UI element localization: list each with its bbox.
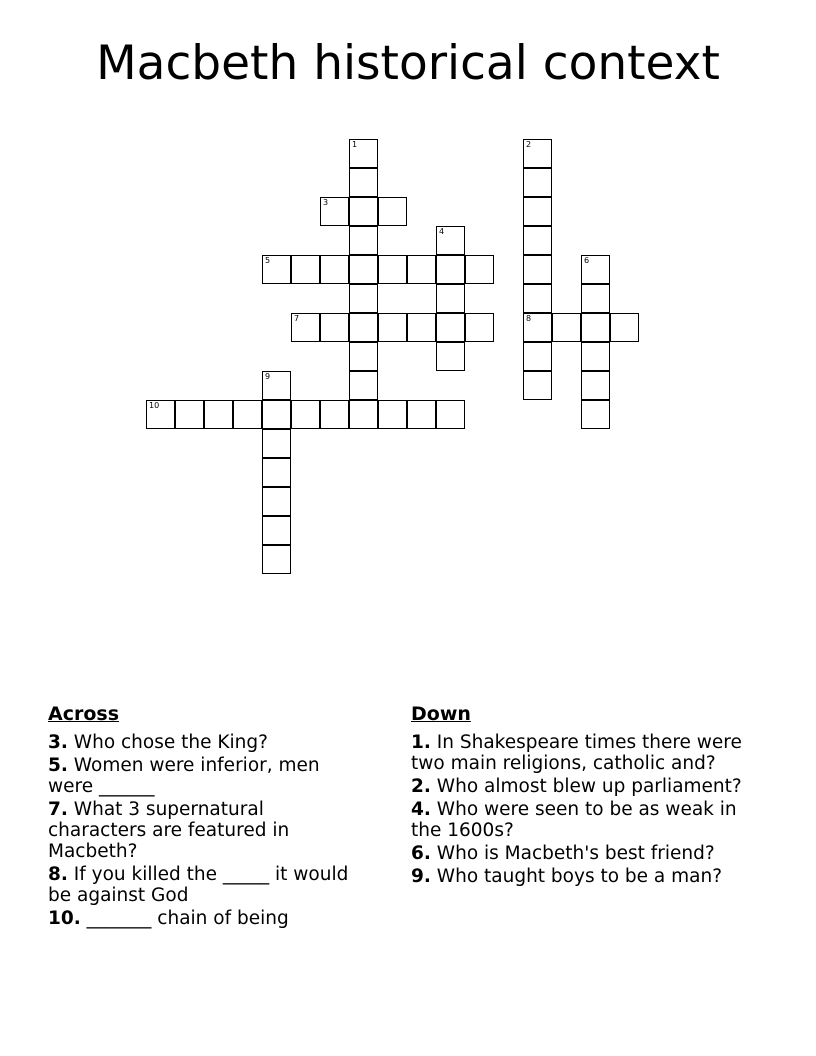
grid-cell[interactable] [436,284,465,313]
grid-cell[interactable] [581,342,610,371]
grid-cell[interactable] [581,313,610,342]
grid-cell[interactable] [262,487,291,516]
grid-cell[interactable] [233,400,262,429]
grid-cell[interactable] [349,313,378,342]
clue-number: 4. [411,799,431,820]
grid-cell[interactable] [407,313,436,342]
clue-across-7 [48,799,358,862]
clue-text: Who taught boys to be a man? [436,866,723,887]
grid-cell[interactable] [465,313,494,342]
grid-cell[interactable] [262,458,291,487]
cell-number: 4 [439,227,445,236]
grid-cell[interactable] [465,255,494,284]
grid-cell[interactable] [436,226,465,255]
clue-number: 6. [411,843,431,864]
clue-down-6 [411,843,761,864]
clue-number: 1. [411,732,431,753]
grid-cell[interactable] [581,371,610,400]
clue-text: Women were inferior, men were ______ [48,755,320,797]
grid-cell[interactable] [523,255,552,284]
cell-number: 3 [323,198,329,207]
cell-number: 1 [352,140,358,149]
grid-cell[interactable] [407,255,436,284]
cell-number: 10 [149,401,160,410]
grid-cell[interactable] [175,400,204,429]
clue-number: 10. [48,908,81,929]
grid-cell[interactable] [349,139,378,168]
clue-text: If you killed the _____ it would be against God [48,864,349,906]
clue-down-1 [411,732,761,774]
clue-text: Who is Macbeth's best friend? [436,843,715,864]
grid-cell[interactable] [291,400,320,429]
down-heading: Down [411,703,471,725]
grid-cell[interactable] [291,255,320,284]
grid-cell[interactable] [378,313,407,342]
clue-across-10 [48,908,358,929]
grid-cell[interactable] [523,313,552,342]
grid-cell[interactable] [262,516,291,545]
clue-text: _______ chain of being [86,908,289,929]
clue-down-9 [411,866,761,887]
grid-cell[interactable] [349,371,378,400]
across-clues [48,702,358,931]
cell-number: 6 [584,256,590,265]
grid-cell[interactable] [146,400,175,429]
grid-cell[interactable] [436,342,465,371]
grid-cell[interactable] [523,197,552,226]
grid-cell[interactable] [320,255,349,284]
clue-number: 3. [48,732,68,753]
grid-cell[interactable] [291,313,320,342]
grid-cell[interactable] [523,342,552,371]
grid-cell[interactable] [320,197,349,226]
clue-across-8 [48,864,358,906]
clue-text: In Shakespeare times there were two main religions, catholic and? [411,732,742,774]
clue-text: What 3 supernatural characters are featured in Macbeth? [48,799,290,862]
cell-number: 7 [294,314,300,323]
grid-cell[interactable] [262,545,291,574]
clue-across-5 [48,755,358,797]
grid-cell[interactable] [436,255,465,284]
grid-cell[interactable] [436,313,465,342]
grid-cell[interactable] [349,168,378,197]
grid-cell[interactable] [378,255,407,284]
cell-number: 8 [526,314,532,323]
clue-number: 7. [48,799,68,820]
clue-down-2 [411,776,761,797]
grid-cell[interactable] [262,371,291,400]
grid-cell[interactable] [523,226,552,255]
grid-cell[interactable] [262,400,291,429]
clue-down-4 [411,799,761,841]
grid-cell[interactable] [320,313,349,342]
grid-cell[interactable] [523,139,552,168]
clue-number: 9. [411,866,431,887]
grid-cell[interactable] [349,197,378,226]
grid-cell[interactable] [552,313,581,342]
grid-cell[interactable] [407,400,436,429]
clue-text: Who chose the King? [73,732,268,753]
grid-cell[interactable] [349,400,378,429]
grid-cell[interactable] [436,400,465,429]
page-title: Macbeth historical context [96,36,720,91]
grid-cell[interactable] [349,342,378,371]
grid-cell[interactable] [204,400,233,429]
grid-cell[interactable] [349,226,378,255]
grid-cell[interactable] [320,400,349,429]
clue-number: 5. [48,755,68,776]
clue-number: 8. [48,864,68,885]
grid-cell[interactable] [581,255,610,284]
grid-cell[interactable] [349,255,378,284]
grid-cell[interactable] [378,197,407,226]
clue-text: Who were seen to be as weak in the 1600s? [411,799,737,841]
grid-cell[interactable] [581,284,610,313]
grid-cell[interactable] [581,400,610,429]
grid-cell[interactable] [262,255,291,284]
cell-number: 5 [265,256,271,265]
across-heading: Across [48,703,120,725]
grid-cell[interactable] [610,313,639,342]
grid-cell[interactable] [349,284,378,313]
clue-number: 2. [411,776,431,797]
grid-cell[interactable] [523,371,552,400]
clue-across-3 [48,732,358,753]
grid-cell[interactable] [262,429,291,458]
cell-number: 2 [526,140,532,149]
clue-text: Who almost blew up parliament? [436,776,742,797]
down-clues [411,702,761,889]
cell-number: 9 [265,372,271,381]
grid-cell[interactable] [523,168,552,197]
grid-cell[interactable] [523,284,552,313]
grid-cell[interactable] [378,400,407,429]
